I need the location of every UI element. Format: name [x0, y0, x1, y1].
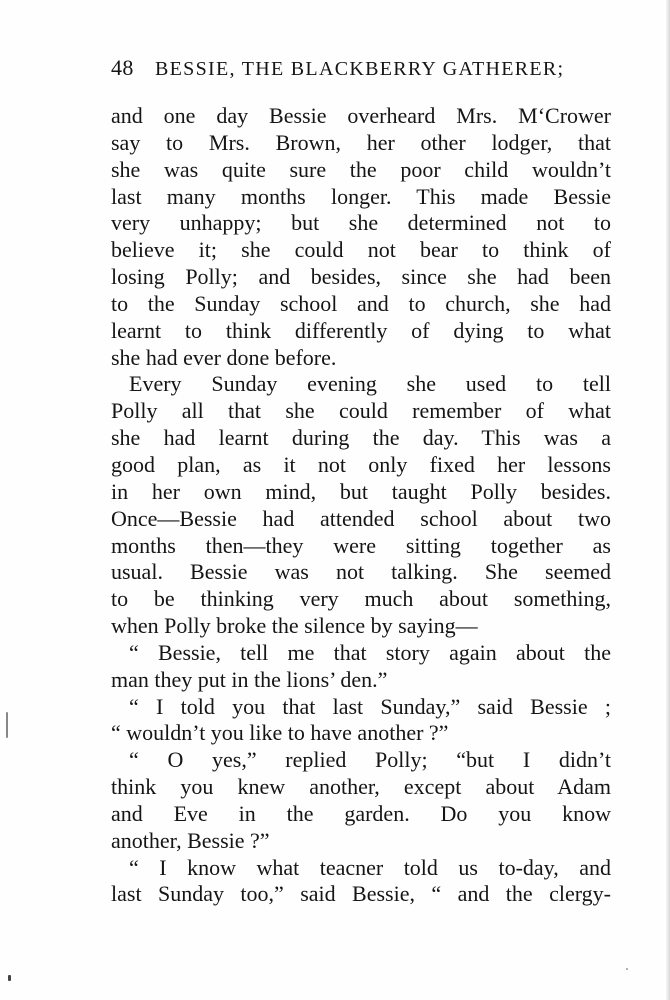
text-line: she had learnt during the day. This was a — [111, 425, 611, 451]
running-head — [111, 55, 611, 85]
text-line: very unhappy; but she determined not to — [111, 210, 611, 236]
text-line: to be thinking very much about something, — [111, 586, 611, 612]
text-line: and one day Bessie overheard Mrs. M‘Crower — [111, 103, 611, 128]
text-line: last Sunday too,” said Bessie, “ and the clergy- — [111, 881, 611, 907]
page-number: 48 — [111, 55, 134, 80]
paragraph-end-line: “ wouldn’t you like to have another ?” — [111, 720, 449, 746]
page-edge-shadow — [666, 0, 670, 1000]
text-line: in her own mind, but taught Polly besides. — [111, 478, 611, 504]
paragraph-end-line: man they put in the lions’ den.” — [111, 666, 388, 692]
paragraph-end-line: another, Bessie ?” — [111, 827, 270, 853]
running-title: BESSIE, THE BLACKBERRY GATHERER; — [155, 58, 565, 80]
text-line: losing Polly; and besides, since she had been — [111, 264, 611, 290]
text-line: think you knew another, except about Adam — [111, 774, 611, 800]
paragraph-start-line: “ I know what teacner told us to-day, and — [129, 854, 611, 880]
paragraph-end-line: she had ever done before. — [111, 344, 337, 370]
print-speck — [6, 712, 8, 738]
paragraph-start-line: “ O yes,” replied Polly; “but I didn’t — [129, 747, 611, 773]
paragraph-start-line: Every Sunday evening she used to tell — [129, 371, 611, 397]
body-text — [111, 103, 611, 908]
paragraph-start-line: “ I told you that last Sunday,” said Bessie ; — [129, 693, 611, 719]
text-line: last many months longer. This made Bessie — [111, 183, 611, 209]
text-line: usual. Bessie was not talking. She seemed — [111, 559, 611, 585]
text-line: and Eve in the garden. Do you know — [111, 800, 611, 826]
text-line: Once—Bessie had attended school about two — [111, 505, 611, 531]
text-line: good plan, as it not only fixed her lessons — [111, 451, 611, 477]
print-speck — [626, 968, 628, 970]
text-line: Polly all that she could remember of what — [111, 398, 611, 424]
paragraph-end-line: when Polly broke the silence by saying— — [111, 613, 478, 639]
paragraph-start-line: “ Bessie, tell me that story again about the — [129, 639, 611, 665]
text-line: months then—they were sitting together as — [111, 532, 611, 558]
text-line: to the Sunday school and to church, she had — [111, 290, 611, 316]
text-line: say to Mrs. Brown, her other lodger, that — [111, 129, 611, 155]
print-speck — [8, 975, 11, 981]
text-line: believe it; she could not bear to think of — [111, 237, 611, 263]
text-line: she was quite sure the poor child wouldn’t — [111, 156, 611, 182]
text-line: learnt to think differently of dying to what — [111, 317, 611, 343]
